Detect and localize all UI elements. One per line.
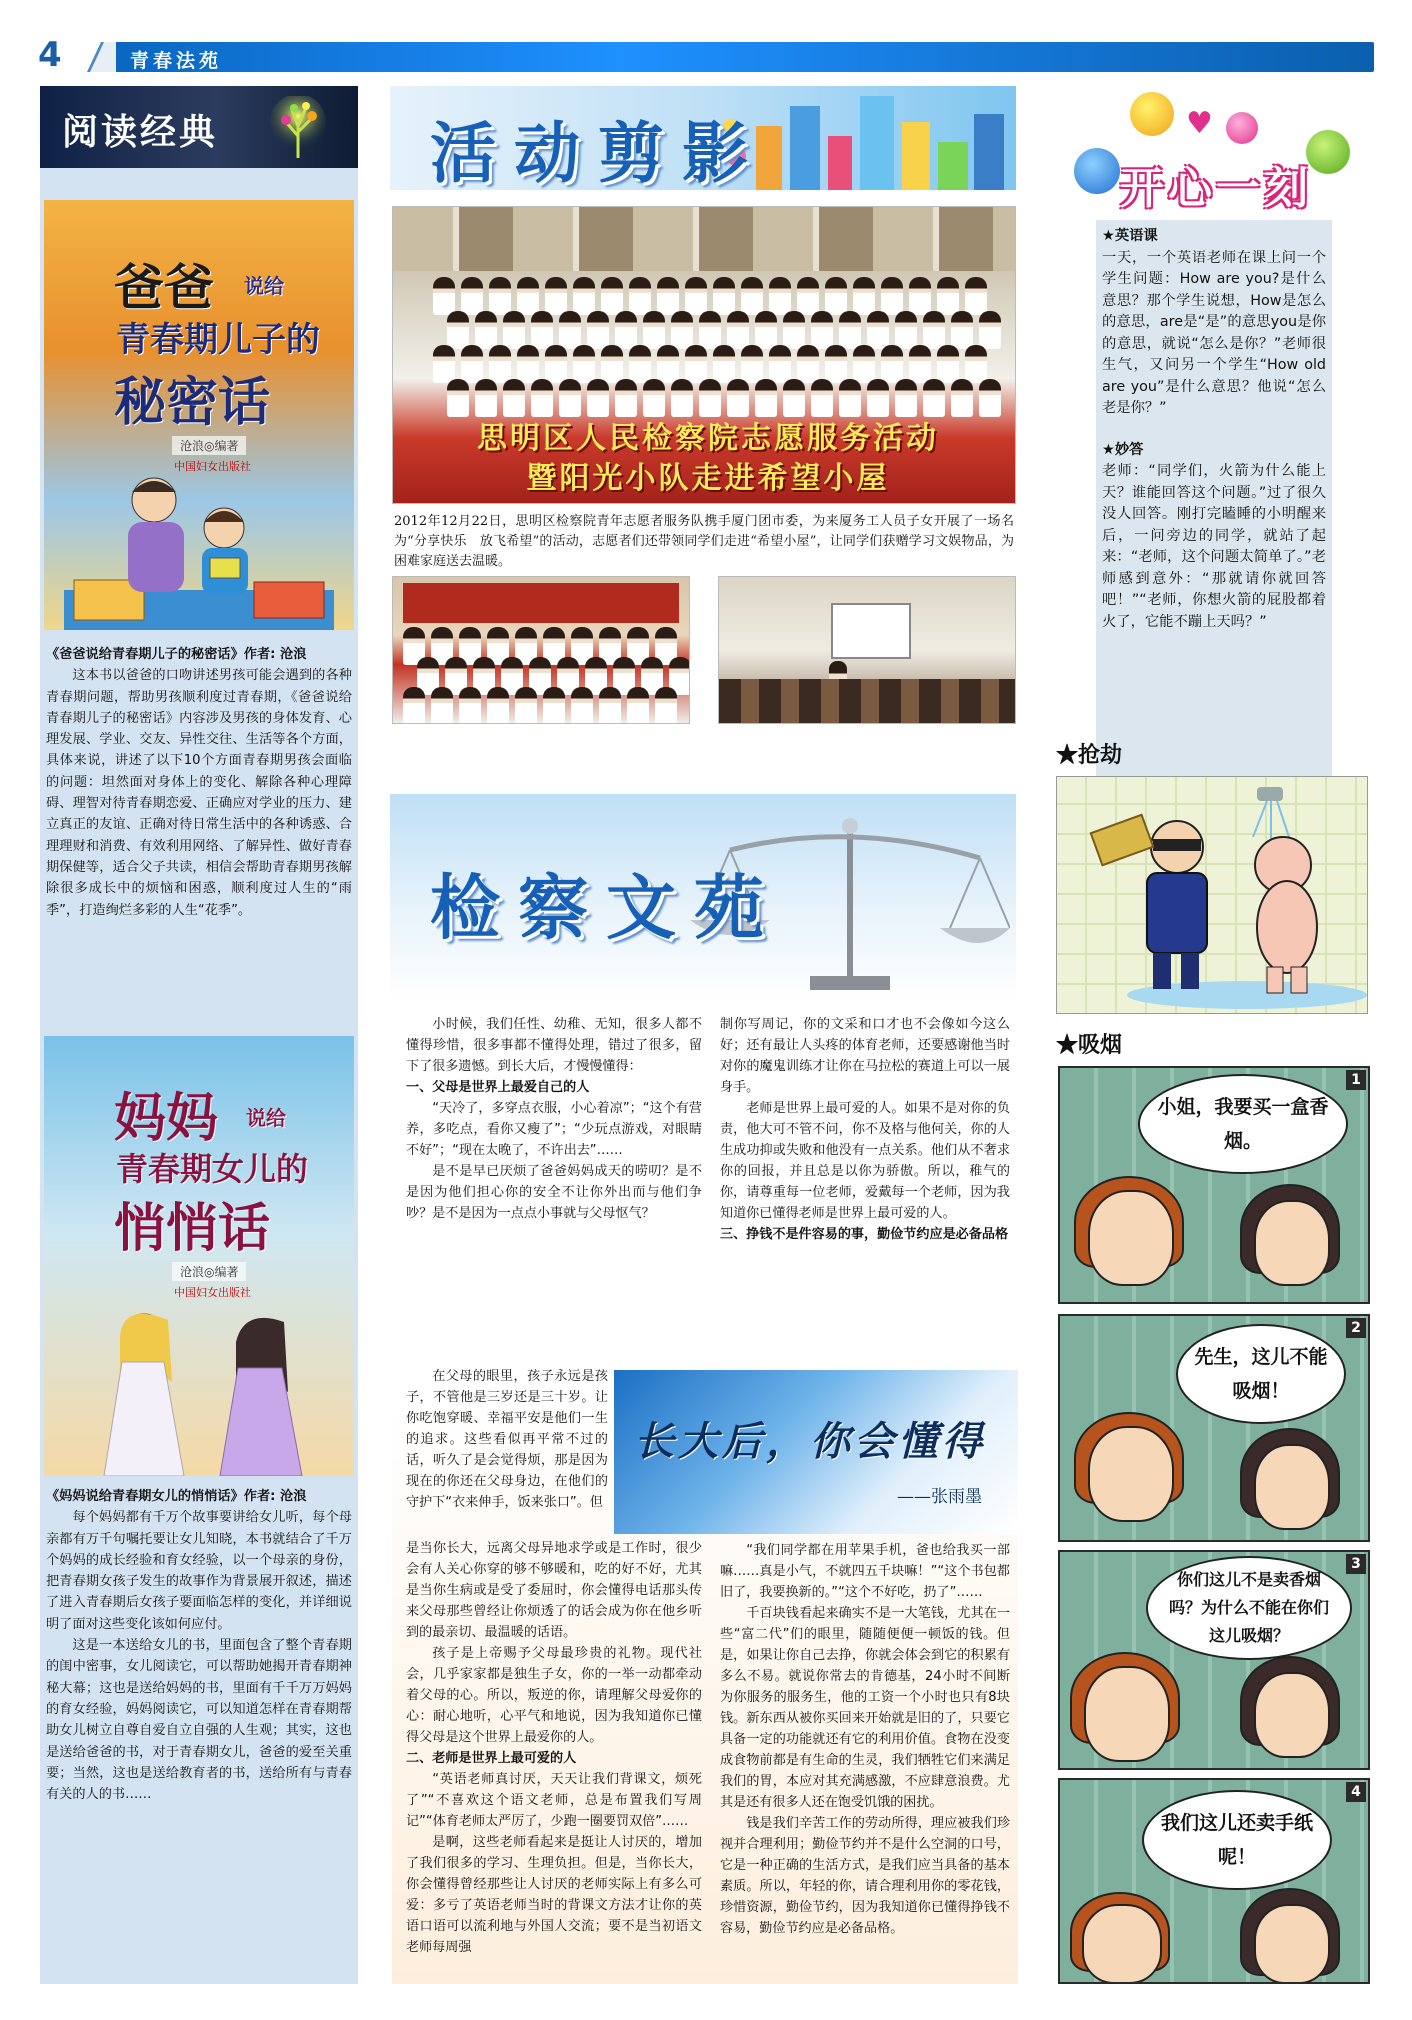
- woman-face: [1254, 1444, 1330, 1530]
- essay-paragraph: 老师是世界上最可爱的人。如果不是对你的负责，他大可不管不问，你不及格与他何关，你的人生成功抑或失败和他没有一点关系。他们从不奢求你的回报，并且总是以你为骄傲。所以，稚气的你，请尊重每一位老师，爱戴每一个老师，因为我知道你已懂得老师是世界上最可爱的人。: [720, 1101, 1010, 1221]
- photo-child: [503, 311, 525, 349]
- photo-child: [685, 345, 707, 383]
- father-son-illustration: [64, 470, 334, 630]
- photo-child: [755, 311, 777, 349]
- panel-number: 1: [1346, 1070, 1366, 1090]
- book2-paragraph: 这是一本送给女儿的书，里面包含了整个青春期的闺中密事，女儿阅读它，可以帮助她揭开青春期神秘大幕；这也是送给妈妈的书，里面有千千万万妈妈的育女经验，妈妈阅读它，可以知道怎样在青春期帮助女儿树立自尊自爱自立自强的人生观；其实，这也是送给爸爸的书，对于青春期女儿，爸爸的爱至关重要；当然，这也是送给教育者的书，送给所有与青春有关的人的书……: [46, 1638, 352, 1803]
- cover-publisher: 中国妇女出版社: [174, 1286, 251, 1299]
- photo-banner: [423, 419, 993, 499]
- section-name: 青春法苑: [130, 50, 223, 72]
- robbery-comic-illustration: [1057, 777, 1368, 1014]
- photo-child: [587, 311, 609, 349]
- essay-heading: 一、父母是世界上最爱自己的人: [406, 1080, 590, 1095]
- photo-child: [487, 687, 509, 724]
- cover-author: 沧浪◎编著: [172, 436, 246, 455]
- mother-daughter-illustration: [64, 1302, 334, 1476]
- reading-classics-header: [40, 86, 358, 168]
- photo-child: [783, 311, 805, 349]
- essay-paragraph: 是啊，这些老师看起来是挺让人讨厌的，增加了我们很多的学习、生理负担。但是，当你长大，你会懂得曾经那些让人讨厌的老师实际上有多么可爱：多亏了英语老师当时的背课文方法才让你的英语口语可以流利地与外国人交流；要不是当初语文老师每周强: [406, 1835, 702, 1955]
- photo-child: [531, 311, 553, 349]
- cover-title-small: 说给: [244, 274, 284, 298]
- book2-caption-title: 《妈妈说给青春期女儿的悄悄话》作者: 沧浪: [46, 1489, 307, 1504]
- panel-number: 3: [1346, 1554, 1366, 1574]
- man-face: [1084, 1666, 1170, 1762]
- photo-child: [517, 345, 539, 383]
- photo-child: [979, 311, 1001, 349]
- essay-title: 长大后，你会懂得: [634, 1418, 986, 1465]
- photo-child: [741, 277, 763, 315]
- cover-title-line2: 青春期女儿的: [116, 1150, 309, 1188]
- essay-paragraph: 制你写周记，你的文采和口才也不会像如今这么好；还有最让人头疼的体育老师，还要感谢他当时对你的魔鬼训练才让你在马拉松的赛道上可以一展身手。: [720, 1017, 1010, 1095]
- photo-child: [573, 277, 595, 315]
- man-face: [1082, 1904, 1162, 1984]
- photo-child: [699, 379, 721, 417]
- panel-number: 2: [1346, 1318, 1366, 1338]
- green-smiley-icon: [1306, 130, 1350, 174]
- photo-child: [459, 687, 481, 724]
- photo-child: [433, 277, 455, 315]
- header-band: [116, 42, 1374, 72]
- photo-child: [951, 379, 973, 417]
- literary-banner-title: 检察文苑: [430, 866, 782, 949]
- photo-red-backdrop: [403, 583, 679, 623]
- photo-child: [685, 277, 707, 315]
- photo-child: [559, 379, 581, 417]
- photo-audience: [719, 679, 1016, 723]
- blue-smiley-icon: [1074, 148, 1120, 194]
- cover-author: 沧浪◎编著: [172, 1262, 246, 1281]
- speech-bubble: 小姐，我要买一盒香烟。: [1138, 1074, 1348, 1174]
- photo-child: [741, 345, 763, 383]
- yellow-smiley-icon: [1130, 92, 1174, 136]
- woman-face: [1254, 1672, 1330, 1758]
- photo-child: [867, 311, 889, 349]
- photo-child: [431, 687, 453, 724]
- classroom-photo: [718, 576, 1016, 724]
- woman-face: [1254, 1200, 1330, 1286]
- photo-child: [615, 379, 637, 417]
- photo-wall-displays: [393, 207, 1016, 271]
- photo-child: [979, 379, 1001, 417]
- photo-child: [475, 379, 497, 417]
- photo-child: [489, 345, 511, 383]
- photo-child: [671, 379, 693, 417]
- cover-title-line3: 秘密话: [114, 373, 271, 433]
- photo-child: [601, 345, 623, 383]
- speech-bubble: 你们这儿不是卖香烟吗？为什么不能在你们这儿吸烟？: [1146, 1556, 1352, 1660]
- smoking-comic-panel-3: [1058, 1550, 1370, 1770]
- smoking-comic-panel-1: [1058, 1066, 1370, 1304]
- photo-child: [769, 345, 791, 383]
- photo-child: [895, 379, 917, 417]
- photo-child: [573, 345, 595, 383]
- photo-child: [545, 277, 567, 315]
- page-header: [38, 35, 1374, 75]
- photo-child: [629, 277, 651, 315]
- photo-child: [895, 311, 917, 349]
- photo-child: [811, 379, 833, 417]
- cover-title-small: 说给: [246, 1106, 286, 1130]
- photo-child: [587, 379, 609, 417]
- essay-paragraph: 孩子是上帝赐予父母最珍贵的礼物。现代社会，几乎家家都是独生子女，你的一举一动都牵动着父母的心。所以，叛逆的你，请理解父母爱你的心：耐心地听，心平气和地说，因为我知道你已懂得父母是这个世界上最爱你的人。: [406, 1646, 702, 1745]
- photo-child: [811, 311, 833, 349]
- photo-child: [571, 687, 593, 724]
- photo-child: [461, 277, 483, 315]
- photo-child: [965, 277, 987, 315]
- joke-text: 一天，一个英语老师在课上问一个学生问题：How are you?是什么意思？那个学生说想，How是怎么的意思，are是“是”的意思you是你的意思，就说“怎么是你？”老师很生气，又问另一个学生“How old are you”是什么意思？他说“怎么老是你？”: [1102, 249, 1326, 416]
- children-group-photo: [392, 576, 690, 724]
- essay-article: [392, 1014, 1018, 1984]
- comic2-title: ★吸烟: [1056, 1032, 1123, 1058]
- essay-paragraph: 是当你长大，远离父母异地求学或是工作时，很少会有人关心你穿的够不够暖和，吃的好不好，尤其是当你生病或是受了委屈时，你会懂得电话那头传来父母那些曾经让你烦透了的话会成为你在他乡听到的最亲切、最温暖的话语。: [406, 1541, 702, 1640]
- photo-child: [671, 311, 693, 349]
- essay-heading: 三、挣钱不是件容易的事，勤俭节约应是必备品格: [720, 1227, 1009, 1242]
- photo-caption: 2012年12月22日，思明区检察院青年志愿者服务队携手厦门团市委，为来厦务工人员子女开展了一场名为“分享快乐 放飞希望”的活动，志愿者们还带领同学们走进“希望小屋”，让同学们获赠学习文娱物品，为困难家庭送去温暖。: [394, 514, 1014, 569]
- panel-number: 4: [1346, 1782, 1366, 1802]
- cover-title-line2: 青春期儿子的: [116, 320, 320, 360]
- page-number: 4: [38, 35, 62, 75]
- happy-moment-title: 开心一刻: [1120, 163, 1312, 214]
- photo-child: [517, 277, 539, 315]
- volunteer-group-photo: [392, 206, 1016, 504]
- photo-child: [937, 277, 959, 315]
- photo-child: [923, 379, 945, 417]
- activity-banner: [390, 86, 1016, 190]
- essay-paragraph: 小时候，我们任性、幼稚、无知，很多人都不懂得珍惜，很多事都不懂得处理，错过了很多，留下了很多遗憾。到长大后，才慢慢懂得：: [406, 1017, 702, 1074]
- photo-child: [839, 379, 861, 417]
- photo-child: [601, 277, 623, 315]
- book2-paragraph: 每个妈妈都有千万个故事要讲给女儿听，每个母亲都有万千句嘱托要让女儿知晓，本书就结合了千万个妈妈的成长经验和育女经验，以一个母亲的身份，把青春期女孩子发生的故事作为背景展开叙述，描述了进入青春期后女孩子要面临怎样的变化，并详细说明了面对这些变化该如何应付。: [46, 1510, 352, 1632]
- photo-child: [923, 311, 945, 349]
- photo-child: [909, 277, 931, 315]
- essay-column-1-bottom: [406, 1538, 702, 1958]
- photo-child: [475, 311, 497, 349]
- activity-banner-title: 活动剪影: [430, 114, 766, 190]
- book2-description: [46, 1486, 352, 1805]
- comic1-title: ★抢劫: [1056, 742, 1123, 768]
- photo-child: [531, 379, 553, 417]
- jokes-box: [1096, 220, 1332, 790]
- heart-icon: ♥: [1186, 106, 1213, 141]
- woman-face: [1254, 1904, 1330, 1984]
- photo-child: [825, 277, 847, 315]
- photo-child: [515, 687, 537, 724]
- glowing-tree-icon: [268, 96, 328, 162]
- photo-child: [755, 379, 777, 417]
- speech-bubble: 我们这儿还卖手纸呢！: [1142, 1790, 1332, 1890]
- essay-author: ——张雨墨: [897, 1487, 982, 1507]
- cover-publisher: 中国妇女出版社: [174, 460, 251, 473]
- photo-child: [853, 345, 875, 383]
- photo-child: [713, 277, 735, 315]
- photo-child: [447, 311, 469, 349]
- book1-description: [46, 644, 352, 921]
- joke-title: ★英语课: [1102, 228, 1158, 244]
- photo-child: [599, 687, 621, 724]
- photo-child: [503, 379, 525, 417]
- essay-paragraph: 是不是早已厌烦了爸爸妈妈成天的唠叨？是不是因为他们担心你的安全不让你外出而与他们争吵？是不是因为一点点小事就与父母怄气？: [406, 1164, 702, 1221]
- essay-paragraph: “我们同学都在用苹果手机，爸也给我买一部嘛……真是小气，不就四五千块嘛！”“这个书包都旧了，我要换新的。”“这个不好吃，扔了”……: [720, 1543, 1010, 1600]
- book1-caption-title: 《爸爸说给青春期儿子的秘密话》作者: 沧浪: [46, 647, 307, 662]
- photo-child: [727, 311, 749, 349]
- photo-child: [545, 345, 567, 383]
- cover-title-line1: 妈妈: [114, 1089, 219, 1149]
- man-face: [1088, 1190, 1174, 1286]
- essay-column-2-top: [720, 1014, 1010, 1245]
- photo-child: [783, 379, 805, 417]
- photo-child: [881, 277, 903, 315]
- cover-title-line3: 悄悄话: [114, 1199, 271, 1259]
- photo-child: [951, 311, 973, 349]
- happy-moment-header: [1060, 86, 1364, 218]
- photo-child: [853, 277, 875, 315]
- speech-bubble: 先生，这儿不能吸烟！: [1176, 1324, 1346, 1424]
- photo-child: [447, 379, 469, 417]
- photo-child: [713, 345, 735, 383]
- photo-child: [643, 311, 665, 349]
- photo-child: [769, 277, 791, 315]
- reading-classics-title: 阅读经典: [62, 112, 219, 153]
- essay-paragraph: 钱是我们辛苦工作的劳动所得，理应被我们珍视并合理利用；勤俭节约并不是什么空洞的口号，它是一种正确的生活方式，是我们应当具备的基本素质。所以，年轻的你，请合理利用你的零花钱，珍惜资源，勤俭节约，因为我知道你已懂得挣钱不容易，勤俭节约应是必备品格。: [720, 1816, 1010, 1936]
- smoking-comic-panel-4: [1058, 1778, 1370, 1984]
- essay-paragraph: “天冷了，多穿点衣服，小心着凉”；“这个有营养，多吃点，看你又瘦了”；“少玩点游戏，对眼睛不好”；“现在太晚了，不许出去”……: [406, 1101, 702, 1158]
- essay-title-banner: [614, 1370, 1018, 1534]
- joke-text: 老师：“同学们，火箭为什么能上天？谁能回答这个问题。”过了很久没人回答。刚打完瞌睡的小明醒来后，一问旁边的同学，就站了起来：“老师，这个问题太简单了。”老师感到意外：“那就请你就回答吧！”“老师，你想火箭的屁股都着火了，它能不蹦上天吗？”: [1102, 463, 1326, 630]
- literary-banner: [390, 794, 1016, 1004]
- book-cover-mother: [44, 1036, 354, 1476]
- photo-banner-line2: 暨阳光小队走进希望小屋: [526, 461, 890, 496]
- photo-child: [489, 277, 511, 315]
- photo-child: [615, 311, 637, 349]
- essay-paragraph: 在父母的眼里，孩子永远是孩子，不管他是三岁还是三十岁。让你吃饱穿暖、幸福平安是他们一生的追求。这些看似再平常不过的话，听久了是会觉得烦，那是因为现在的你还在父母身边，在他们的守护下“衣来伸手，饭来张口”。但: [406, 1369, 608, 1510]
- photo-child: [461, 345, 483, 383]
- smoking-comic-panel-2: [1058, 1314, 1370, 1542]
- photo-child: [867, 379, 889, 417]
- photo-child: [627, 687, 649, 724]
- photo-child: [937, 345, 959, 383]
- essay-column-1-top: [406, 1014, 702, 1224]
- robbery-comic: [1056, 776, 1368, 1014]
- man-face: [1088, 1426, 1174, 1522]
- photo-child: [881, 345, 903, 383]
- book1-paragraph: 这本书以爸爸的口吻讲述男孩可能会遇到的各种青春期问题，帮助男孩顺利度过青春期，《爸爸说给青春期儿子的秘密话》内容涉及男孩的身体发育、心理发展、学业、交友、异性交往、生活等各个方面，具体来说，讲述了以下10个方面青春期男孩会面临的问题：坦然面对身体上的变化、解除各种心理障碍、理智对待青春期恋爱、正确应对学业的压力、建立真正的友谊、正确对待日常生活中的各种诱惑、合理理财和消费、有效利用网络、了解异性、做好青春期保健等，适合父子共读，相信会帮助青春期男孩解除很多成长中的烦恼和困惑，顺利度过人生的“雨季”，打造绚烂多彩的人生“花季”。: [46, 668, 352, 918]
- photo-child: [965, 345, 987, 383]
- photo-child: [839, 311, 861, 349]
- joke-title: ★妙答: [1102, 441, 1144, 458]
- essay-column-1-middle: [406, 1366, 608, 1513]
- photo-child: [797, 345, 819, 383]
- photo-child: [543, 687, 565, 724]
- photo-child: [657, 277, 679, 315]
- book-cover-father: [44, 200, 354, 630]
- photo-child: [699, 311, 721, 349]
- photo-child: [797, 277, 819, 315]
- photo-child: [643, 379, 665, 417]
- pink-smiley-icon: [1226, 112, 1258, 144]
- photo-child: [727, 379, 749, 417]
- reading-classics-column: [40, 86, 358, 1984]
- photo-child: [629, 345, 651, 383]
- photo-child: [403, 687, 425, 724]
- photo-child: [655, 687, 677, 724]
- essay-heading: 二、老师是世界上最可爱的人: [406, 1751, 577, 1766]
- essay-paragraph: “英语老师真讨厌，天天让我们背课文，烦死了”“不喜欢这个语文老师，总是布置我们写周记”“体育老师太严厉了，少跑一圈要罚双倍”……: [406, 1772, 702, 1829]
- photo-whiteboard: [831, 603, 911, 659]
- photo-child: [433, 345, 455, 383]
- essay-paragraph: 千百块钱看起来确实不是一大笔钱，尤其在一些“富二代”们的眼里，随随便便一顿饭的钱。但是，如果让你自己去挣，你就会体会到它的积累有多么不易。就说你常去的肯德基，24小时不间断为你服务的服务生，他的工资一个小时也只有8块钱。新东西从被你买回来开始就是旧的了，只要它具备一定的功能就还有它的利用价值。食物在没变成食物前都是有生命的生灵，我们牺牲它们来满足我们的胃，本应对其充满感激，不应肆意浪费。尤其是还有很多人还在饱受饥饿的困扰。: [720, 1606, 1010, 1810]
- photo-banner-line1: 思明区人民检察院志愿服务活动: [477, 421, 939, 456]
- photo-child: [825, 345, 847, 383]
- essay-column-2-bottom: [720, 1540, 1010, 1939]
- photo-child: [657, 345, 679, 383]
- cover-title-line1: 爸爸: [114, 259, 214, 317]
- photo-child: [909, 345, 931, 383]
- photo-child: [559, 311, 581, 349]
